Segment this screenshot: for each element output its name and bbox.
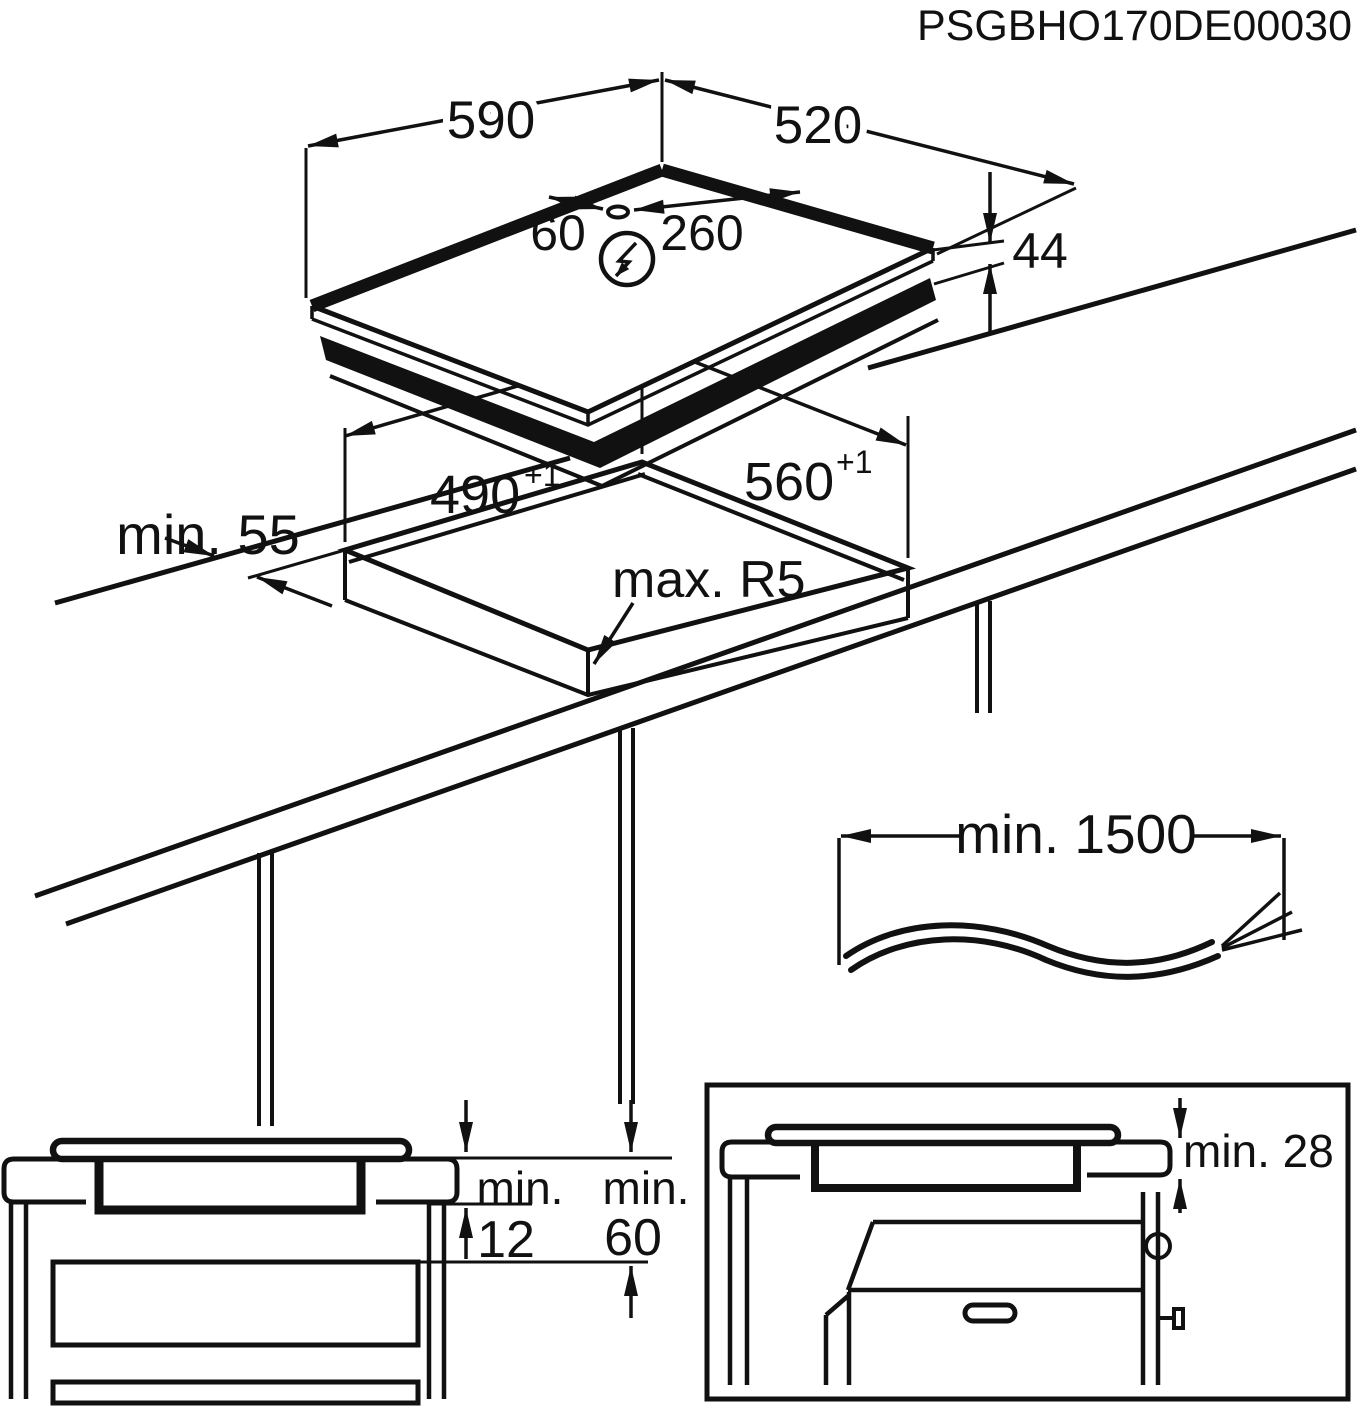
dim-label-490: 490 (430, 465, 521, 525)
extension-line (934, 263, 1004, 284)
dim-label-maxR5: max. R5 (612, 551, 806, 609)
cabinet-leg (620, 728, 633, 1104)
dim-worktop-thickness (466, 1100, 563, 1269)
dim-label-60: 60 (530, 205, 586, 261)
lightning-bolt-icon (601, 233, 653, 285)
dim-label-min28: min. 28 (1183, 1125, 1334, 1177)
dim-label-490-tolerance: +1 (524, 457, 561, 493)
dim-hob-height (933, 172, 1068, 333)
dim-label-520: 520 (773, 96, 863, 155)
dim-label-590: 590 (446, 91, 536, 150)
dim-corner-radius (594, 551, 806, 664)
dim-label-560-tolerance: +1 (836, 444, 873, 480)
dimension-arrow (257, 577, 332, 606)
cabinet-side (11, 1202, 26, 1399)
dim-label-min55: min. 55 (116, 503, 300, 566)
section-view-drawers (4, 1100, 689, 1403)
hob-isometric (306, 72, 1076, 486)
mains-cable-diagram (839, 803, 1302, 977)
cable-gland (608, 207, 628, 218)
dim-label-min-a: min. (476, 1162, 564, 1214)
dimension-arrow (594, 603, 633, 664)
extension-line (933, 241, 1004, 250)
dim-edge-clearance (116, 503, 332, 606)
cabinet-leg (259, 853, 272, 1126)
worktop-isometric (35, 230, 1356, 1126)
drawer-front (53, 1262, 418, 1345)
dim-label-260: 260 (660, 205, 744, 261)
worktop-left-block (4, 1159, 86, 1202)
dim-drawer-clearance (603, 1100, 690, 1318)
dim-label-560: 560 (744, 452, 835, 512)
dimension-line (665, 80, 1074, 184)
oven-handle (965, 1305, 1015, 1321)
drawer-front (53, 1382, 418, 1403)
hob-glass-section (53, 1141, 409, 1159)
dim-label-cable-length: min. 1500 (955, 803, 1197, 865)
dim-label-60-clearance: 60 (604, 1209, 662, 1267)
hob-glass-section (768, 1127, 1118, 1143)
cabinet-leg (977, 601, 990, 713)
dim-label-12: 12 (477, 1211, 535, 1269)
product-code: PSGBHO170DE00030 (916, 2, 1352, 50)
hob-body-section (99, 1159, 361, 1210)
section-view-oven (707, 1085, 1348, 1399)
dim-label-44: 44 (1012, 223, 1068, 279)
cabinet-side (429, 1202, 444, 1399)
cable-wire-ends (1222, 893, 1302, 950)
dim-label-min-b: min. (602, 1162, 690, 1214)
worktop-right-block (376, 1159, 457, 1202)
